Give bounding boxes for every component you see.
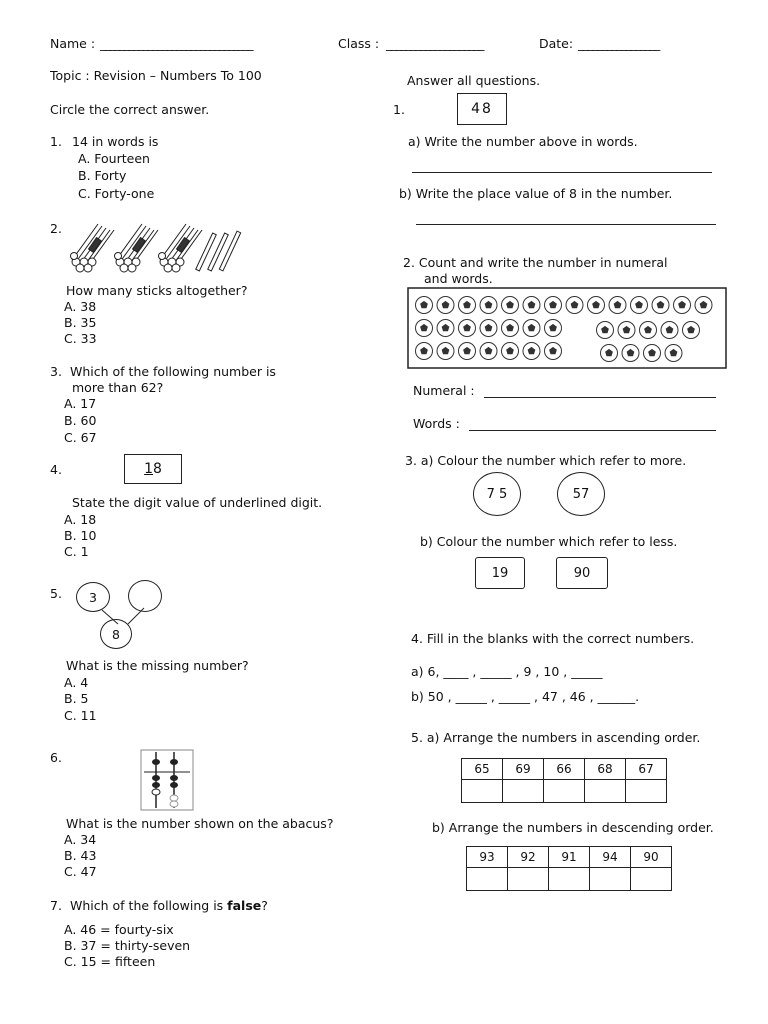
ascending-given-cell: 69: [503, 759, 544, 780]
rq1-a-answer-line[interactable]: [412, 172, 712, 173]
numeral-label: Numeral :: [413, 383, 475, 398]
q1-stem: 14 in words is: [72, 134, 159, 149]
words-label: Words :: [413, 416, 460, 431]
words-answer-line[interactable]: [469, 430, 716, 431]
q6-option-b[interactable]: B. 43: [64, 848, 97, 863]
q2-option-a[interactable]: A. 38: [64, 299, 97, 314]
left-instruction: Circle the correct answer.: [50, 102, 210, 117]
less-box-1[interactable]: 19: [475, 557, 525, 589]
q4-number-box: [124, 454, 182, 484]
q1-option-a[interactable]: A. Fourteen: [78, 151, 150, 166]
rq1-part-b: b) Write the place value of 8 in the number.: [399, 186, 673, 201]
q1-option-c[interactable]: C. Forty-one: [78, 186, 155, 201]
descending-table: [466, 846, 672, 891]
descending-answer-cell[interactable]: [631, 868, 672, 891]
q3-option-a[interactable]: A. 17: [64, 396, 97, 411]
more-circle-2[interactable]: 57: [557, 472, 605, 516]
q6-option-c[interactable]: C. 47: [64, 864, 97, 879]
bond-circle-right-empty[interactable]: [128, 580, 162, 612]
sticks-bundles-image: [64, 220, 246, 280]
q6-stem: What is the number shown on the abacus?: [66, 816, 334, 831]
q4-option-c[interactable]: C. 1: [64, 544, 89, 559]
ascending-answer-cell[interactable]: [462, 780, 503, 803]
descending-answer-cell[interactable]: [549, 868, 590, 891]
rq1-part-a: a) Write the number above in words.: [408, 134, 638, 149]
descending-given-cell: 90: [631, 847, 672, 868]
rq2-stem-line1: 2. Count and write the number in numeral: [403, 255, 668, 270]
ascending-given-cell: 66: [544, 759, 585, 780]
descending-given-row: [467, 847, 672, 868]
q5-option-a[interactable]: A. 4: [64, 675, 89, 690]
ascending-answer-cell[interactable]: [585, 780, 626, 803]
ascending-answer-cell[interactable]: [544, 780, 585, 803]
q3-option-c[interactable]: C. 67: [64, 430, 97, 445]
descending-answer-row[interactable]: [467, 868, 672, 891]
q7-option-b[interactable]: B. 37 = thirty-seven: [64, 938, 191, 953]
rq1-number: 1.: [393, 102, 405, 117]
q3-stem-line2: more than 62?: [72, 380, 164, 395]
q5-number: 5.: [50, 586, 62, 601]
ascending-given-cell: 68: [585, 759, 626, 780]
q3-option-b[interactable]: B. 60: [64, 413, 97, 428]
q1-number: 1.: [50, 134, 62, 149]
rq5-part-a: 5. a) Arrange the numbers in ascending order.: [411, 730, 701, 745]
q5-option-c[interactable]: C. 11: [64, 708, 97, 723]
q2-stem: How many sticks altogether?: [66, 283, 248, 298]
q4-stem: State the digit value of underlined digit.: [72, 495, 323, 510]
q7-stem-pre: Which of the following is: [70, 898, 228, 913]
q7-number: 7.: [50, 898, 62, 913]
q7-stem-bold: false: [227, 898, 262, 913]
q5-stem: What is the missing number?: [66, 658, 249, 673]
rq1-b-answer-line[interactable]: [416, 224, 716, 225]
topic-title: Topic : Revision – Numbers To 100: [50, 68, 262, 83]
q6-option-a[interactable]: A. 34: [64, 832, 97, 847]
q7-stem: [70, 898, 268, 913]
bond-circle-left: 3: [76, 582, 110, 612]
descending-answer-cell[interactable]: [467, 868, 508, 891]
rq4-stem: 4. Fill in the blanks with the correct numbers.: [411, 631, 695, 646]
q1-option-b[interactable]: B. Forty: [78, 168, 127, 183]
name-blank[interactable]: ________________________________: [100, 36, 252, 51]
class-label: Class :: [338, 36, 380, 51]
descending-answer-cell[interactable]: [590, 868, 631, 891]
rq1-number-box: 48: [457, 93, 507, 125]
q7-option-c[interactable]: C. 15 = fifteen: [64, 954, 156, 969]
descending-answer-cell[interactable]: [508, 868, 549, 891]
descending-given-cell: 92: [508, 847, 549, 868]
ascending-answer-cell[interactable]: [503, 780, 544, 803]
q4-number: 4.: [50, 462, 62, 477]
ascending-table: [461, 758, 667, 803]
football-count-picture: [407, 287, 727, 369]
q4-other-digit: 8: [153, 461, 162, 477]
ascending-given-cell: 65: [462, 759, 503, 780]
ascending-given-cell: 67: [626, 759, 667, 780]
q2-option-b[interactable]: B. 35: [64, 315, 97, 330]
q6-number: 6.: [50, 750, 62, 765]
q2-option-c[interactable]: C. 33: [64, 331, 97, 346]
ascending-answer-cell[interactable]: [626, 780, 667, 803]
name-label: Name :: [50, 36, 96, 51]
ascending-given-row: [462, 759, 667, 780]
q7-option-a[interactable]: A. 46 = fourty-six: [64, 922, 174, 937]
descending-given-cell: 93: [467, 847, 508, 868]
class-blank[interactable]: ____________________: [386, 36, 484, 51]
q4-underlined-digit: 1: [144, 461, 153, 477]
q4-option-b[interactable]: B. 10: [64, 528, 97, 543]
q2-number: 2.: [50, 221, 62, 236]
bond-circle-bottom: 8: [100, 619, 132, 649]
date-blank[interactable]: _________________: [578, 36, 659, 51]
rq3-part-a: 3. a) Colour the number which refer to more.: [405, 453, 687, 468]
rq2-stem-line2: and words.: [424, 271, 493, 286]
q5-option-b[interactable]: B. 5: [64, 691, 89, 706]
rq5-part-b: b) Arrange the numbers in descending order.: [432, 820, 714, 835]
less-box-2[interactable]: 90: [556, 557, 608, 589]
date-label: Date:: [539, 36, 574, 51]
numeral-answer-line[interactable]: [484, 397, 716, 398]
q7-stem-post: ?: [261, 898, 268, 913]
rq4-part-b[interactable]: b) 50 , _____ , _____ , 47 , 46 , ______.: [411, 689, 640, 704]
more-circle-1[interactable]: 7 5: [473, 472, 521, 516]
right-instruction: Answer all questions.: [407, 73, 541, 88]
rq4-part-a[interactable]: a) 6, ____ , _____ , 9 , 10 , _____: [411, 664, 603, 679]
rq3-part-b: b) Colour the number which refer to less.: [420, 534, 678, 549]
q4-option-a[interactable]: A. 18: [64, 512, 97, 527]
descending-given-cell: 94: [590, 847, 631, 868]
abacus-image: [140, 748, 196, 812]
ascending-answer-row[interactable]: [462, 780, 667, 803]
q3-number: 3.: [50, 364, 62, 379]
descending-given-cell: 91: [549, 847, 590, 868]
q3-stem-line1: Which of the following number is: [70, 364, 276, 379]
